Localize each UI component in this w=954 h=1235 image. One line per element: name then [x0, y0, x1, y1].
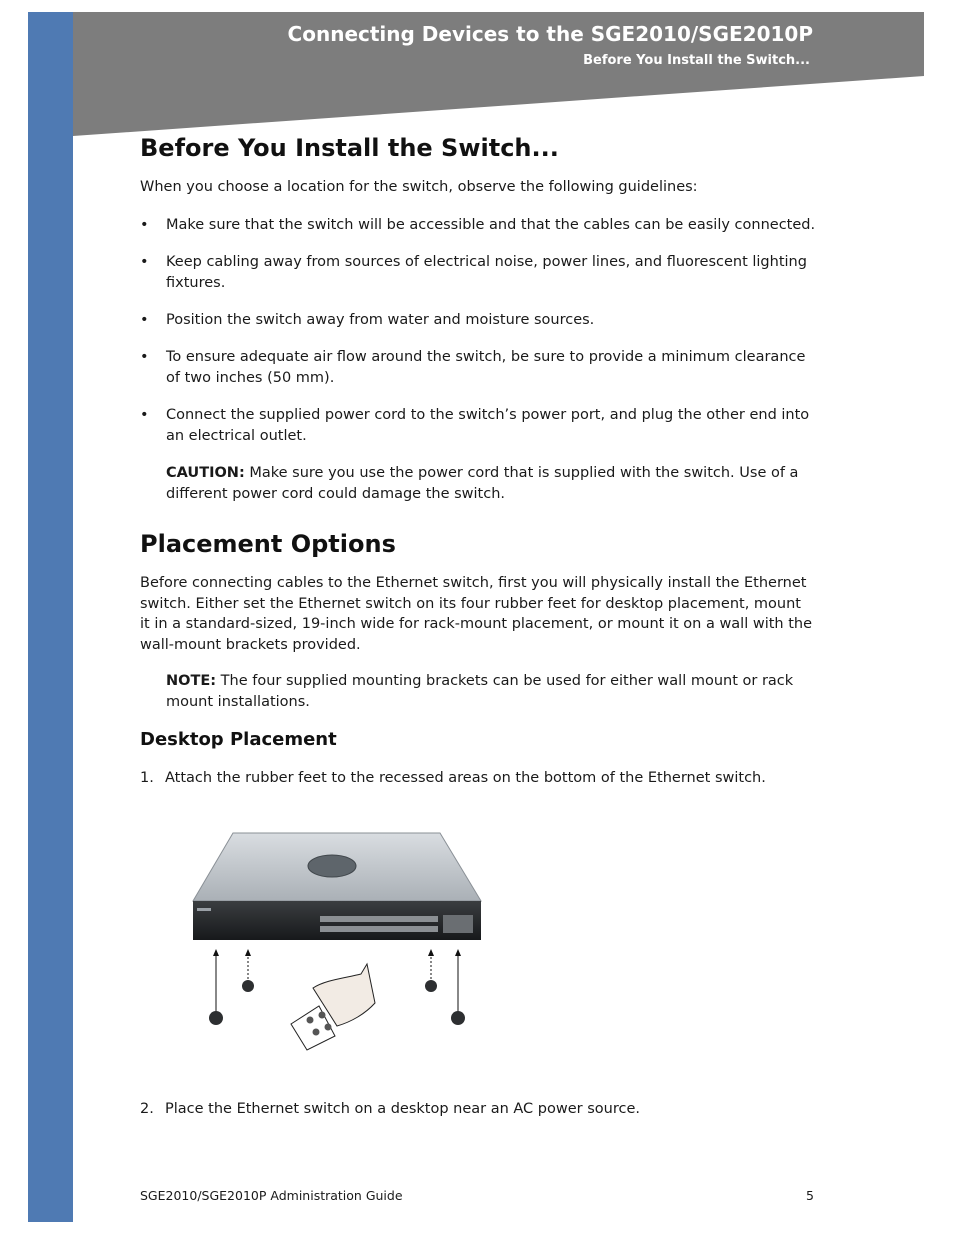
section-subtitle: Before You Install the Switch...	[583, 53, 810, 68]
guideline-text: Position the switch away from water and moisture sources.	[166, 312, 595, 328]
section-title-placement-options: Placement Options	[140, 530, 396, 558]
bullet-marker: •	[140, 312, 149, 328]
caution-note	[166, 463, 815, 504]
guideline-text: To ensure adequate air flow around the switch, be sure to provide a minimum clearance of two inches (50 mm).	[166, 349, 806, 386]
side-accent-bar	[28, 12, 73, 1222]
header-banner	[0, 0, 954, 140]
guideline-text: Connect the supplied power cord to the switch’s power port, and plug the other end into an electrical outlet.	[166, 407, 810, 444]
chapter-title: Connecting Devices to the SGE2010/SGE2010P	[287, 22, 813, 46]
step-number: 2.	[140, 1101, 154, 1117]
step-text: Place the Ethernet switch on a desktop near an AC power source.	[165, 1101, 640, 1117]
intro-paragraph: When you choose a location for the switch, observe the following guidelines:	[140, 179, 698, 195]
bullet-marker: •	[140, 254, 149, 270]
guideline-text: Keep cabling away from sources of electrical noise, power lines, and fluorescent lighting fixtures.	[166, 254, 807, 291]
placement-intro-paragraph: Before connecting cables to the Ethernet switch, first you will physically install the Ethernet switch. Either set the Ethernet switch on its four rubber feet for desktop placement, mount it in a standard-sized, 19-inch wide for rack-mount placement, or mount it on a wall with the wall-mount brackets provided.	[140, 575, 813, 653]
footer-page-number: 5	[806, 1188, 814, 1203]
hand-holding-feet-sheet	[291, 964, 375, 1050]
step-number: 1.	[140, 770, 154, 786]
note-label: NOTE:	[166, 673, 217, 689]
subsection-title-desktop-placement: Desktop Placement	[140, 729, 337, 750]
bullet-marker: •	[140, 217, 149, 233]
caution-label: CAUTION:	[166, 465, 245, 481]
caution-text: Make sure you use the power cord that is supplied with the switch. Use of a different power cord could damage the switch.	[166, 465, 799, 502]
step-text: Attach the rubber feet to the recessed areas on the bottom of the Ethernet switch.	[165, 770, 766, 786]
note-text: The four supplied mounting brackets can be used for either wall mount or rack mount installations.	[166, 673, 794, 710]
info-note	[166, 671, 815, 712]
switch-rubber-feet-illustration	[185, 828, 485, 1053]
bullet-marker: •	[140, 407, 149, 423]
footer-guide-name: SGE2010/SGE2010P Administration Guide	[140, 1188, 403, 1203]
bullet-marker: •	[140, 349, 149, 365]
section-title-before-install: Before You Install the Switch...	[140, 134, 559, 162]
guideline-text: Make sure that the switch will be accessible and that the cables can be easily connected.	[166, 217, 816, 233]
